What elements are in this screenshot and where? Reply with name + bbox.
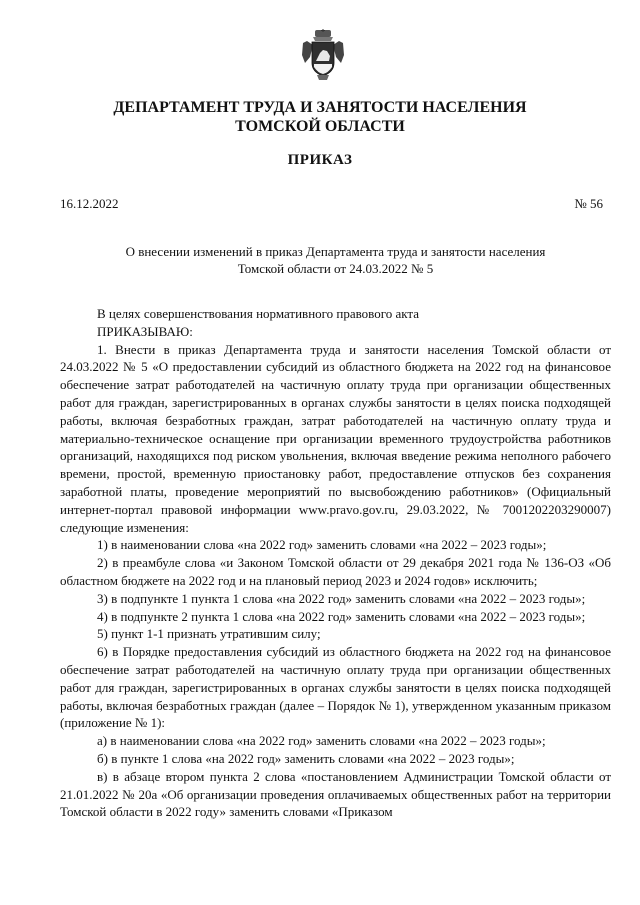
paragraph-1-6-a: а) в наименовании слова «на 2022 год» заменить словами «на 2022 – 2023 годы»; bbox=[97, 733, 546, 749]
subject-line-2: Томской области от 24.03.2022 № 5 bbox=[237, 261, 434, 276]
paragraph-1-3: 3) в подпункте 1 пункта 1 слова «на 2022 год» заменить словами «на 2022 – 2023 годы»; bbox=[97, 590, 586, 606]
paragraph-1-2: 2) в преамбуле слова «и Законом Томской области от 29 декабря 2021 года № 136-ОЗ «Об областном бюджете на 2022 год и на плановый период 2023 и 2024 годов» исключить; bbox=[60, 555, 611, 588]
paragraph-1-4: 4) в подпункте 2 пункта 1 слова «на 2022 год» заменить словами «на 2022 – 2023 годы»; bbox=[97, 608, 586, 624]
order-number: № 56 bbox=[574, 196, 603, 211]
paragraph-1: 1. Внести в приказ Департамента труда и занятости населения Томской области от 24.03.2022 № 5 «О предоставлении субсидий из областного бюджета на 2022 год на финансовое обеспечение затрат работодателей на частичную оплату труда при организации общественных работ для граждан, зарегистрированных в органах службы занятости в целях поиска подходящей работы, включая безработных граждан, затрат работодателей на частичную оплату труда и материально-техническое оснащение при организации временного трудоустройства работников организаций, находящихся под риском увольнения, включая введение режима неполного рабочего времени, простой, временную приостановку работ, предоставление отпусков без сохранения заработной платы, проведение мероприятий по высвобождению работников» (Официальный интернет-портал правовой информации www.pravo.gov.ru, 29.03.2022, № 7001202203290007) следующие изменения: bbox=[60, 341, 611, 535]
department-name bbox=[0, 98, 640, 136]
paragraph-1-1: 1) в наименовании слова «на 2022 год» заменить словами «на 2022 – 2023 годы»; bbox=[97, 537, 547, 553]
tomsk-region-coat-of-arms-icon bbox=[301, 29, 345, 81]
order-body bbox=[60, 305, 611, 821]
document-type-title: ПРИКАЗ bbox=[287, 152, 353, 168]
paragraph-1-5: 5) пункт 1-1 признать утратившим силу; bbox=[97, 626, 321, 642]
order-date: 16.12.2022 bbox=[60, 196, 119, 211]
subject-line-1: О внесении изменений в приказ Департамента труда и занятости населения bbox=[125, 244, 546, 259]
paragraph-1-6-v: в) в абзаце втором пункта 2 слова «постановлением Администрации Томской области от 21.01.2022 № 20а «Об организации проведения оплачиваемых общественных работ на территории Томской области в 2022 году» заменить словами «Приказом bbox=[60, 768, 611, 820]
department-name-line-2: ТОМСКОЙ ОБЛАСТИ bbox=[235, 118, 405, 135]
order-subject bbox=[60, 243, 611, 277]
paragraph-1-6: 6) в Порядке предоставления субсидий из областного бюджета на 2022 год на финансовое обеспечение затрат работодателей на частичную оплату труда при организации общественных работ для граждан, зарегистрированных в органах службы занятости в целях поиска подходящей работы, включая безработных граждан (далее – Порядок № 1), утвержденном указанным приказом (приложение № 1): bbox=[60, 644, 611, 731]
department-name-line-1: ДЕПАРТАМЕНТ ТРУДА И ЗАНЯТОСТИ НАСЕЛЕНИЯ bbox=[113, 99, 527, 116]
paragraph-1-6-b: б) в пункте 1 слова «на 2022 год» заменить словами «на 2022 – 2023 годы»; bbox=[97, 750, 515, 766]
preamble-text: В целях совершенствования нормативного правового акта bbox=[97, 306, 420, 321]
order-word: ПРИКАЗЫВАЮ: bbox=[97, 323, 193, 339]
